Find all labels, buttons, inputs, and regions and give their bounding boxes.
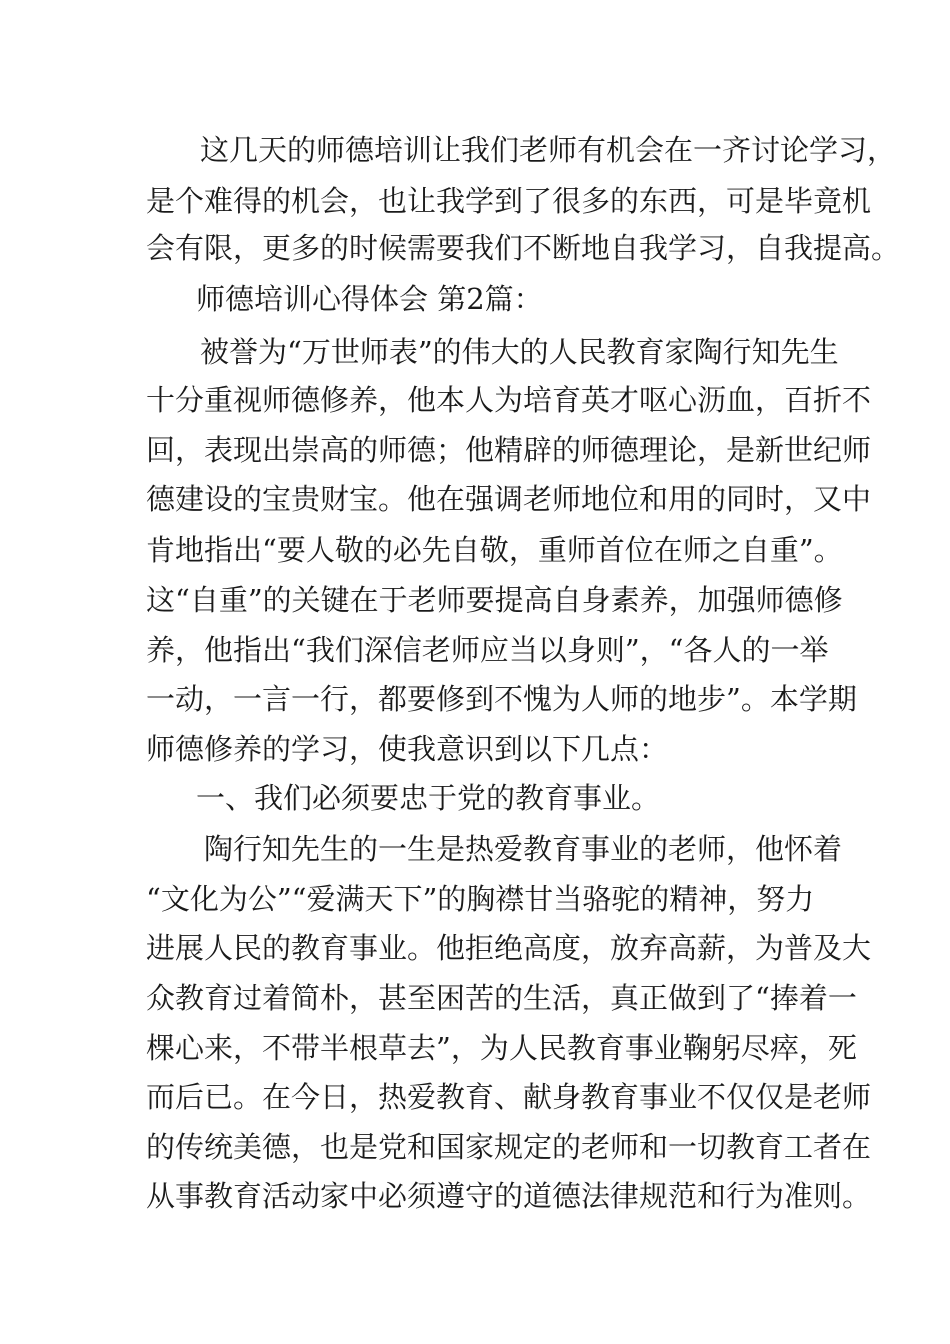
- text-line-3: 会有限，更多的时候需要我们不断地自我学习，自我提高。: [146, 231, 901, 265]
- text-line-19: 棵心来，不带半根草去”，为人民教育事业鞠躬尽瘁，死: [146, 1031, 857, 1065]
- text-line-8: 德建设的宝贵财宝。他在强调老师地位和用的同时，又中: [146, 482, 872, 516]
- text-line-2: 是个难得的机会，也让我学到了很多的东西，可是毕竟机: [146, 184, 872, 218]
- text-line-13: 师德修养的学习，使我意识到以下几点：: [146, 732, 669, 766]
- text-line-5: 被誉为“万世师表”的伟大的人民教育家陶行知先生: [200, 335, 839, 369]
- text-line-18: 众教育过着简朴，甚至困苦的生活，真正做到了“捧着一: [146, 981, 857, 1015]
- text-line-22: 从事教育活动家中必须遵守的道德法律规范和行为准则。: [146, 1179, 872, 1213]
- text-line-16: “文化为公”“爱满天下”的胸襟甘当骆驼的精神，努力: [146, 882, 815, 916]
- text-line-7: 回，表现出崇高的师德；他精辟的师德理论，是新世纪师: [146, 433, 872, 467]
- section-heading: 师德培训心得体会 第2篇：: [196, 282, 543, 316]
- text-line-15: 陶行知先生的一生是热爱教育事业的老师，他怀着: [204, 832, 843, 866]
- text-line-10: 这“自重”的关键在于老师要提高自身素养，加强师德修: [146, 583, 843, 617]
- text-line-11: 养，他指出“我们深信老师应当以身则”，“各人的一举: [146, 633, 829, 667]
- text-line-21: 的传统美德，也是党和国家规定的老师和一切教育工者在: [146, 1130, 872, 1164]
- text-line-12: 一动，一言一行，都要修到不愧为人师的地步”。本学期: [146, 682, 857, 716]
- text-line-9: 肯地指出“要人敬的必先自敬，重师首位在师之自重”。: [146, 533, 843, 567]
- text-line-6: 十分重视师德修养，他本人为培育英才呕心沥血，百折不: [146, 383, 872, 417]
- text-line-17: 进展人民的教育事业。他拒绝高度，放弃高薪，为普及大: [146, 931, 872, 965]
- point-heading: 一、我们必须要忠于党的教育事业。: [196, 781, 661, 815]
- text-line-20: 而后已。在今日，热爱教育、献身教育事业不仅仅是老师: [146, 1080, 872, 1114]
- text-line-1: 这几天的师德培训让我们老师有机会在一齐讨论学习，: [200, 133, 897, 167]
